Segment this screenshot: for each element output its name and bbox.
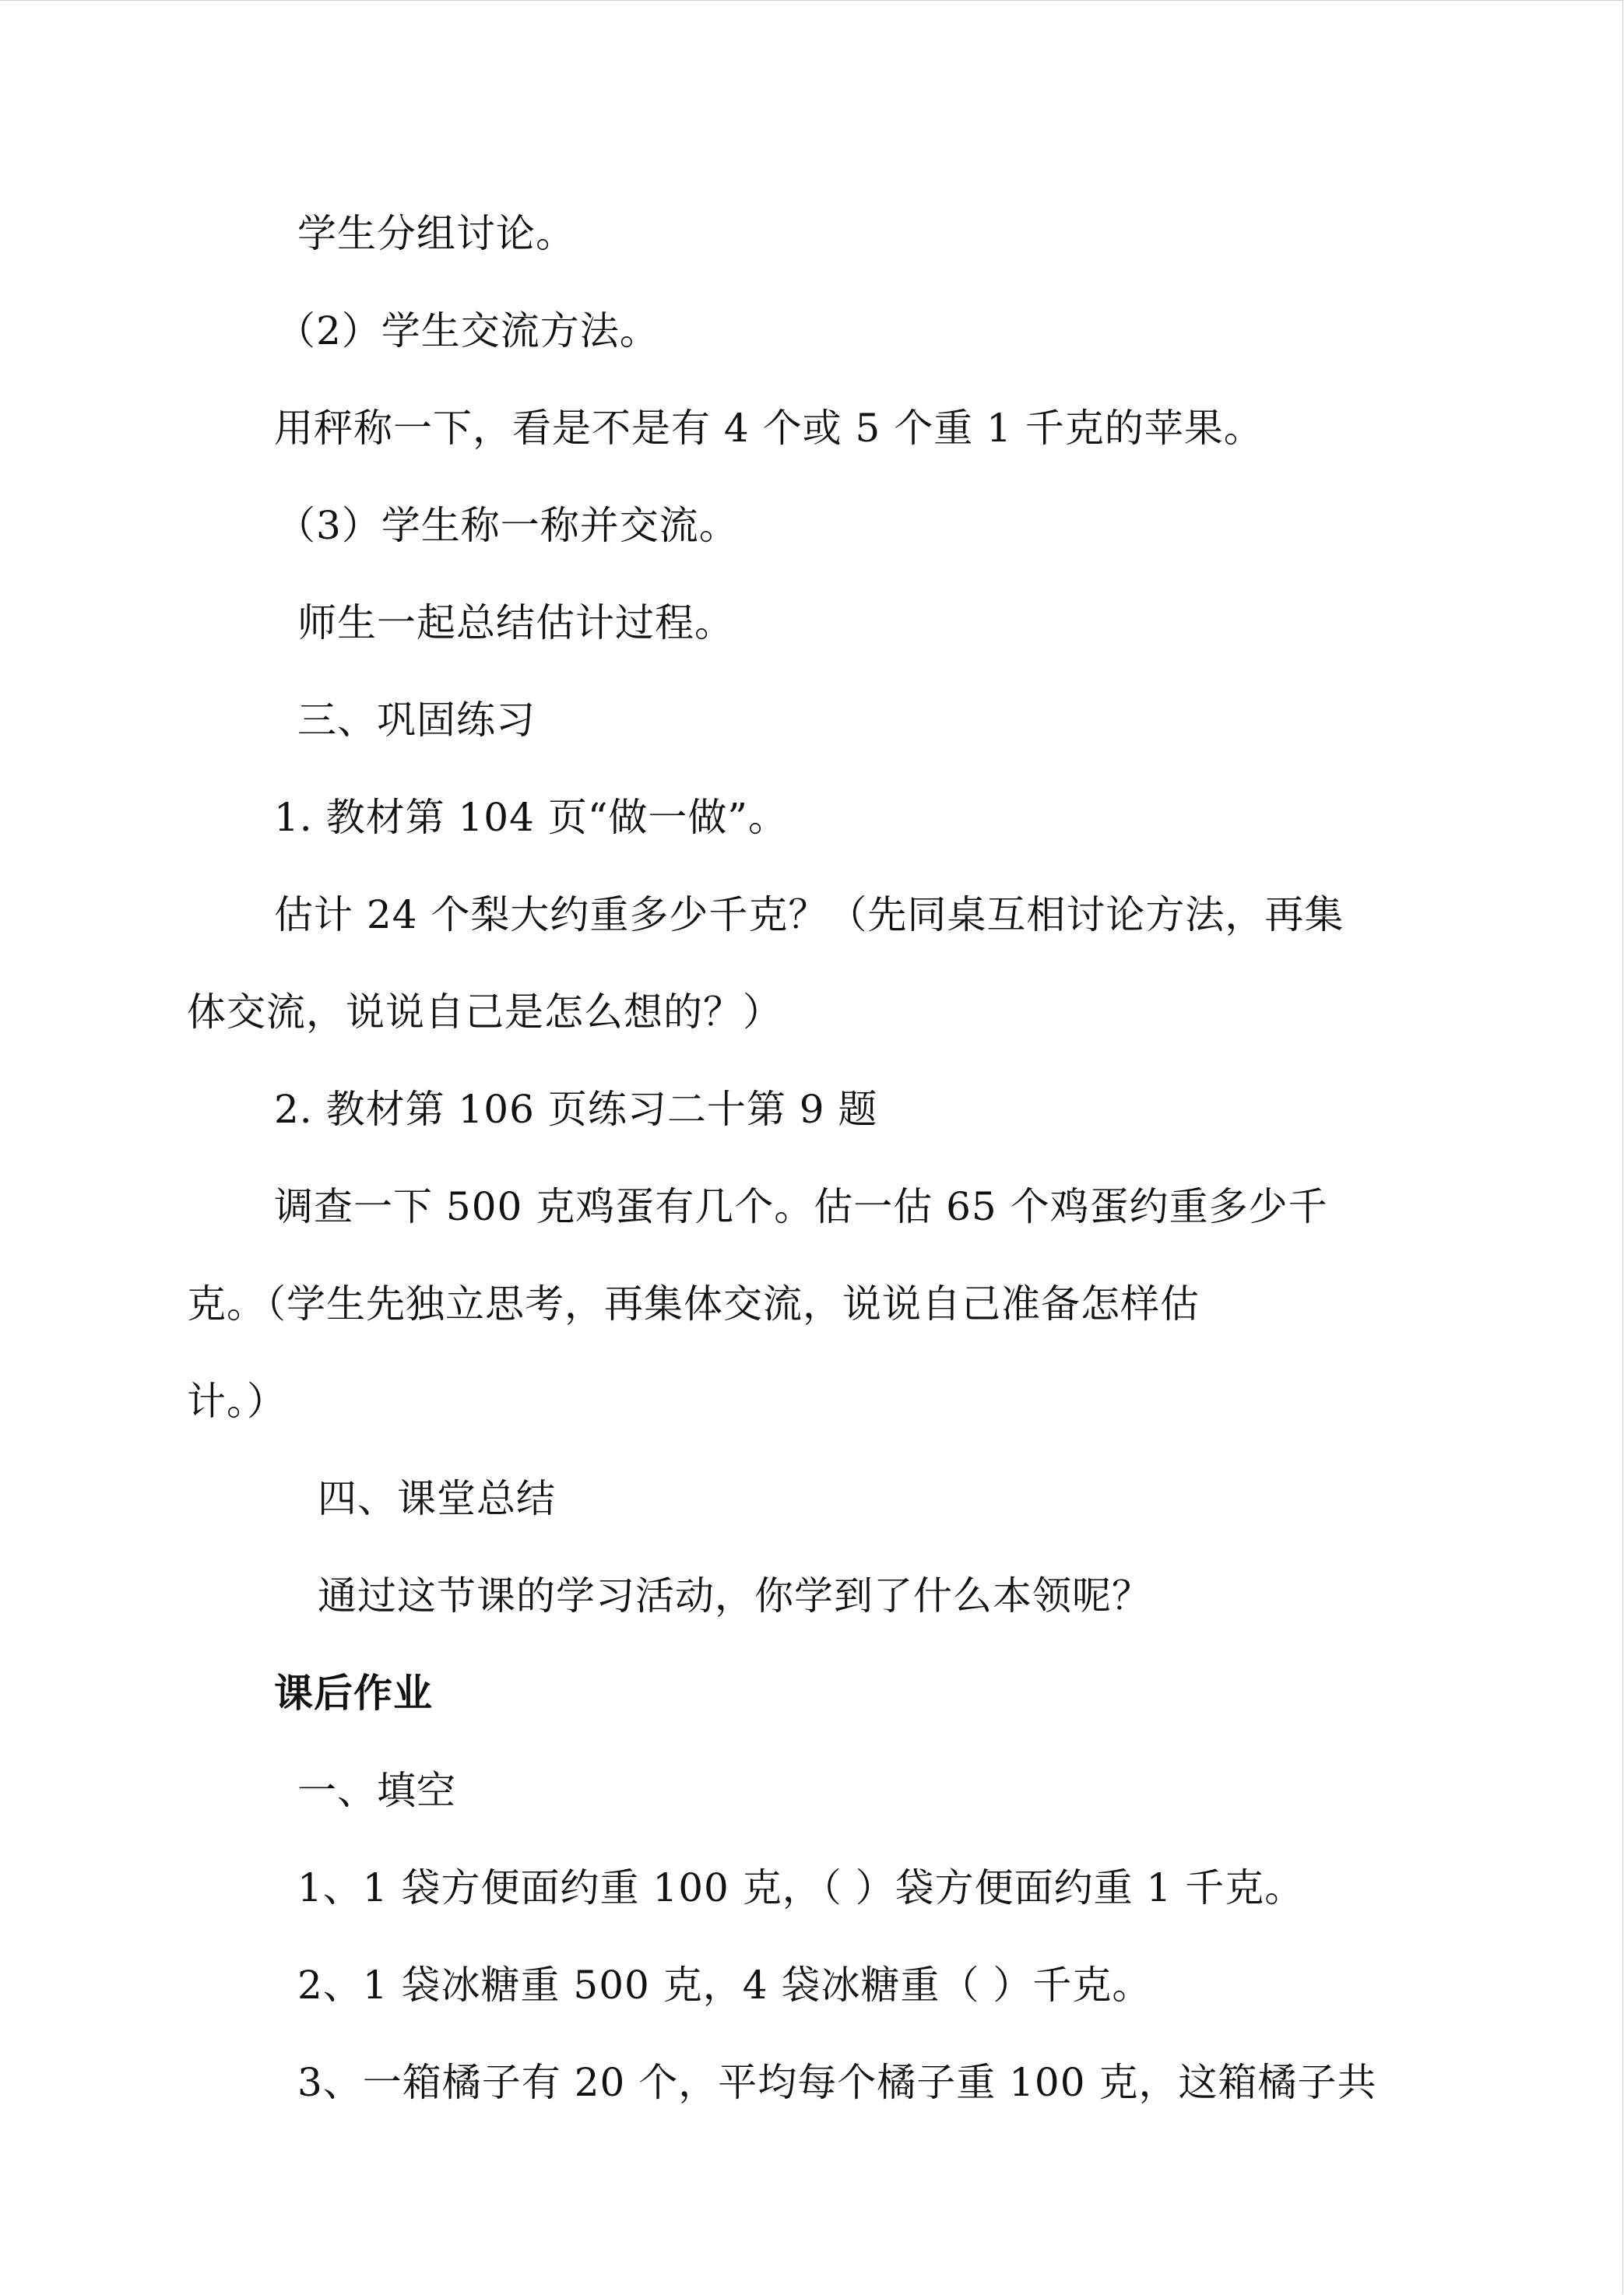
paragraph-step-2: （2）学生交流方法。 xyxy=(276,308,659,353)
paragraph-exercise-1: 1. 教材第 104 页“做一做”。 xyxy=(274,795,788,840)
paragraph-weigh-apples: 用秤称一下，看是不是有 4 个或 5 个重 1 千克的苹果。 xyxy=(274,406,1264,451)
paragraph-eggs-survey: 调查一下 500 克鸡蛋有几个。估一估 65 个鸡蛋约重多少千 xyxy=(274,1184,1328,1229)
paragraph-summary-question: 通过这节课的学习活动，你学到了什么本领呢？ xyxy=(318,1573,1151,1618)
question-2-rock-sugar: 2、1 袋冰糖重 500 克，4 袋冰糖重（ ）千克。 xyxy=(297,1963,1152,2008)
paragraph-pears-estimate-cont: 体交流，说说自己是怎么想的？） xyxy=(187,989,782,1035)
heading-class-summary: 四、课堂总结 xyxy=(318,1476,556,1521)
paragraph-eggs-survey-end: 计。） xyxy=(187,1379,286,1424)
paragraph-group-discussion: 学生分组讨论。 xyxy=(297,211,575,256)
heading-fill-blank: 一、填空 xyxy=(297,1768,456,1813)
paragraph-pears-estimate: 估计 24 个梨大约重多少千克？（先同桌互相讨论方法，再集 xyxy=(274,892,1345,937)
paragraph-exercise-2: 2. 教材第 106 页练习二十第 9 题 xyxy=(274,1087,878,1132)
paragraph-eggs-survey-cont: 克。（学生先独立思考，再集体交流，说说自己准备怎样估 xyxy=(187,1281,1200,1327)
heading-homework: 课后作业 xyxy=(274,1670,433,1716)
paragraph-step-3: （3）学生称一称并交流。 xyxy=(276,503,739,548)
question-1-noodles: 1、1 袋方便面约重 100 克，（ ）袋方便面约重 1 千克。 xyxy=(297,1865,1305,1910)
question-3-oranges: 3、一箱橘子有 20 个，平均每个橘子重 100 克，这箱橘子共 xyxy=(297,2060,1377,2105)
paragraph-summary-process: 师生一起总结估计过程。 xyxy=(297,600,734,645)
heading-practice: 三、巩固练习 xyxy=(297,698,536,743)
